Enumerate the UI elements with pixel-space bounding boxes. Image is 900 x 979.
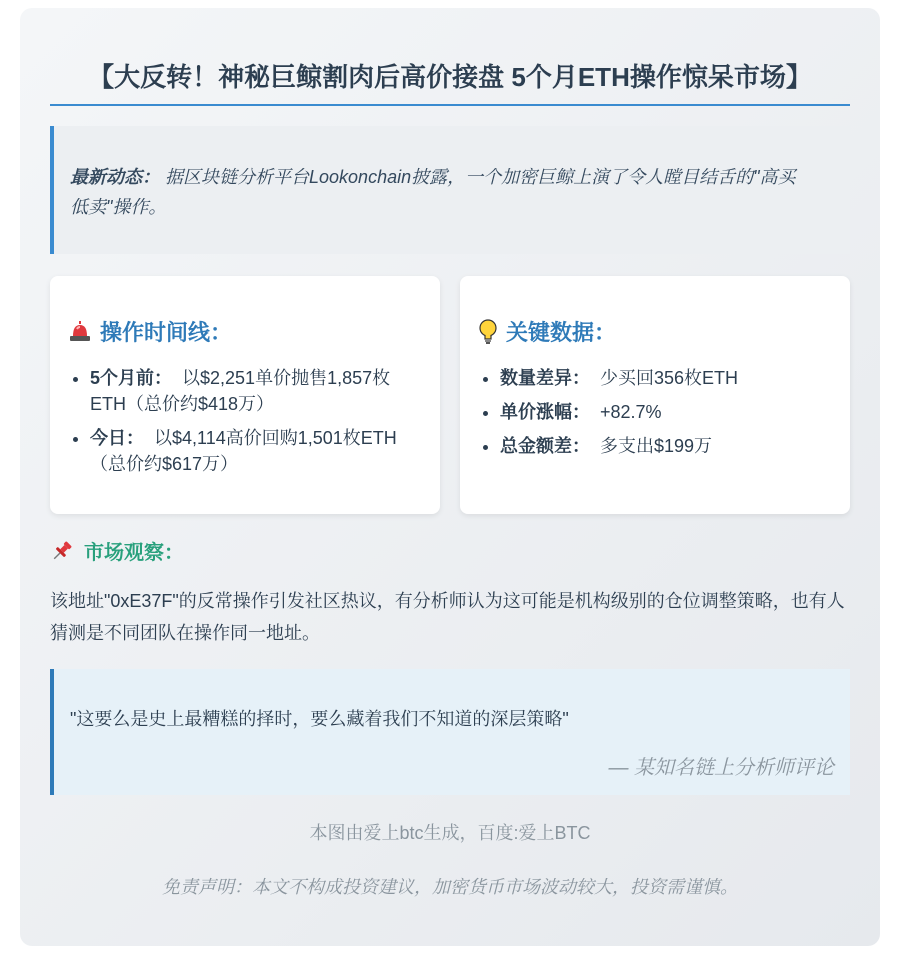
key-data-heading-row bbox=[478, 316, 832, 347]
timeline-item-label: 今日： bbox=[90, 428, 144, 448]
pushpin-icon bbox=[50, 539, 74, 563]
key-data-item-label: 总金额差： bbox=[500, 436, 590, 456]
key-data-item-text: 多支出$199万 bbox=[600, 436, 713, 456]
timeline-item-text: 以$2,251单价抛售1,857枚ETH（总价约$418万） bbox=[90, 368, 391, 414]
timeline-panel bbox=[50, 276, 440, 514]
key-data-item bbox=[500, 433, 832, 459]
source-note: 本图由爱上btc生成，百度:爱上BTC bbox=[309, 823, 591, 843]
key-data-list bbox=[478, 365, 832, 459]
key-data-heading: 关键数据： bbox=[506, 320, 617, 345]
timeline-item-label: 5个月前： bbox=[90, 368, 173, 388]
key-data-item bbox=[500, 365, 832, 391]
market-text: 该地址"0xE37F"的反常操作引发社区热议，有分析师认为这可能是机构级别的仓位调整策略，也有人猜测是不同团队在操作同一地址。 bbox=[50, 591, 845, 643]
intro-label: 最新动态： bbox=[70, 167, 160, 187]
analyst-quote bbox=[50, 669, 850, 795]
lightbulb-icon bbox=[478, 319, 498, 345]
intro-callout bbox=[50, 126, 850, 254]
quote-text: "这要么是史上最糟糕的择时，要么藏着我们不知道的深层策略" bbox=[70, 709, 569, 729]
key-data-item bbox=[500, 399, 832, 425]
timeline-list bbox=[68, 365, 422, 477]
article-card bbox=[20, 8, 880, 946]
timeline-item bbox=[90, 425, 422, 477]
key-data-item-label: 单价涨幅： bbox=[500, 402, 590, 422]
timeline-item-text: 以$4,114高价回购1,501枚ETH（总价约$617万） bbox=[90, 428, 397, 474]
siren-icon bbox=[68, 321, 92, 343]
key-data-panel bbox=[460, 276, 850, 514]
key-data-item-text: +82.7% bbox=[600, 402, 662, 422]
info-columns bbox=[50, 276, 850, 514]
timeline-item bbox=[90, 365, 422, 417]
key-data-item-label: 数量差异： bbox=[500, 368, 590, 388]
disclaimer: 免责声明：本文不构成投资建议，加密货币市场波动较大，投资需谨慎。 bbox=[162, 877, 738, 897]
quote-author: — 某知名链上分析师评论 bbox=[608, 757, 834, 779]
key-data-item-text: 少买回356枚ETH bbox=[600, 368, 739, 388]
timeline-heading-row bbox=[68, 316, 422, 347]
intro-text: 据区块链分析平台Lookonchain披露，一个加密巨鲸上演了令人瞠目结舌的"高买低卖"操作。 bbox=[70, 167, 796, 217]
market-heading-row bbox=[50, 536, 850, 565]
page-title: 【大反转！神秘巨鲸割肉后高价接盘 5个月ETH操作惊呆市场】 bbox=[50, 8, 850, 106]
timeline-heading: 操作时间线： bbox=[100, 320, 233, 345]
market-heading: 市场观察： bbox=[84, 542, 184, 564]
